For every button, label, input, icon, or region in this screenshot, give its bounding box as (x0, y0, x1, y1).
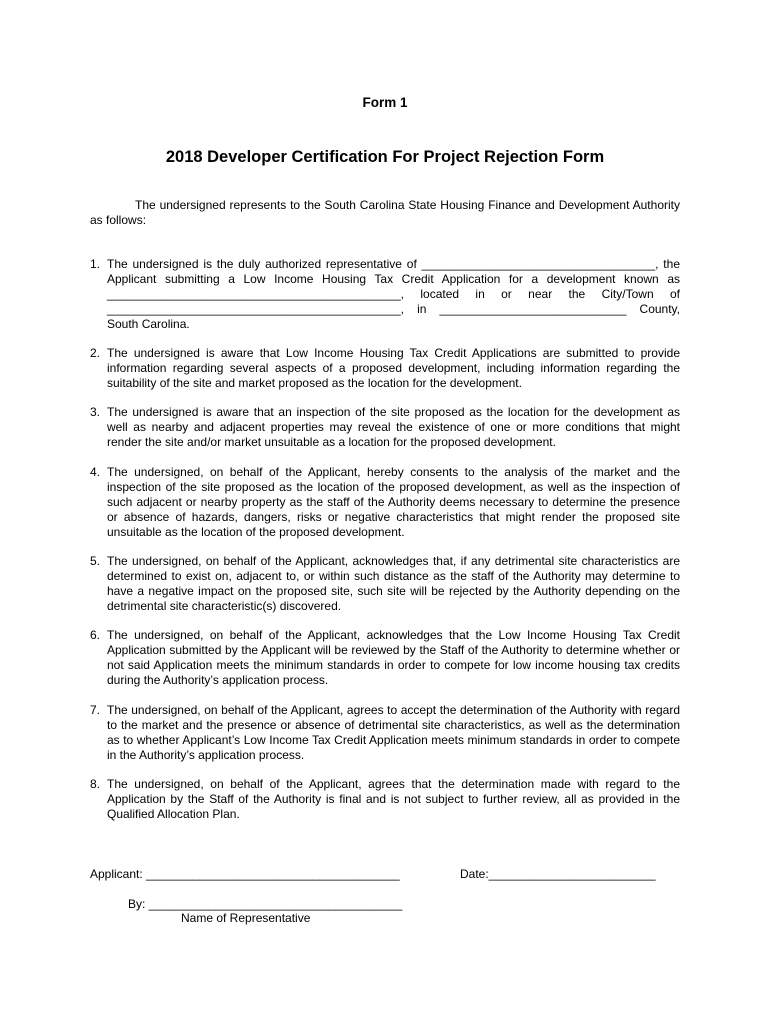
item-number: 7. (90, 703, 101, 717)
document-title: 2018 Developer Certification For Project Rejection Form (165, 148, 605, 166)
name-of-representative-caption: Name of Representative (181, 911, 311, 925)
list-item (90, 257, 680, 332)
item-text: The undersigned, on behalf of the Applicant, hereby consents to the analysis of the market and the inspection of the site proposed as the location of the proposed development, as well as the inspection of such adjacent or nearby property as the staff of the Authority deems necessary to determine the presence or absence of hazards, dangers, risks or negative characteristics that might render the proposed site unsuitable as the location of the proposed development. (107, 465, 680, 539)
item-number: 1. (90, 257, 101, 271)
item-number: 3. (90, 405, 101, 419)
item-number: 8. (90, 777, 101, 791)
item-number: 6. (90, 628, 101, 642)
list-item (90, 554, 680, 614)
item-text: The undersigned, on behalf of the Applicant, agrees to accept the determination of the Authority with regard to the market and the presence or absence of detrimental site characteristics, as well as the determination as to whether Applicant’s Low Income Tax Credit Application meets minimum standards in order to compete in the Authority’s application process. (107, 703, 680, 762)
applicant-signature-line[interactable]: Applicant: ______________________________________ (90, 867, 400, 881)
item-number: 4. (90, 465, 101, 479)
item-text: The undersigned, on behalf of the Applicant, acknowledges that the Low Income Housing Tax Credit Application submitted by the Applicant will be reviewed by the Staff of the Authority to determine whether or not said Application meets the minimum standards in order to compete for low income housing tax credits during the Authority’s application process. (107, 628, 680, 687)
item-number: 5. (90, 554, 101, 568)
list-item (90, 703, 680, 763)
list-item (90, 346, 680, 391)
item-text: The undersigned, on behalf of the Applicant, acknowledges that, if any detrimental site characteristics are determined to exist on, adjacent to, or within such distance as the staff of the Authority may determine to have a negative impact on the proposed site, such site will be rejected by the Authority depending on the detrimental site characteristic(s) discovered. (107, 554, 680, 613)
item-text: The undersigned is aware that an inspection of the site proposed as the location for the development as well as nearby and adjacent properties may reveal the existence of one or more conditions that might render the site and/or market unsuitable as a location for the proposed development. (107, 405, 680, 449)
item-text: The undersigned is the duly authorized representative of ___________________________________, the Applicant submitting a Low Income Housing Tax Credit Application for a development known as ____________________________________________, located in or near the City/Town of ____________________________________________, in ____________________________ County, South Carolina. (107, 257, 680, 331)
item-text: The undersigned, on behalf of the Applicant, agrees that the determination made with regard to the Application by the Staff of the Authority is final and is not subject to further review, all as provided in the Qualified Allocation Plan. (107, 777, 680, 821)
list-item (90, 465, 680, 540)
by-signature-line[interactable]: By: ______________________________________ (128, 897, 403, 911)
form-number: Form 1 (362, 95, 408, 110)
intro-paragraph: The undersigned represents to the South Carolina State Housing Finance and Development Authority as follows: (90, 198, 680, 227)
list-item (90, 628, 680, 688)
item-number: 2. (90, 346, 101, 360)
list-item (90, 777, 680, 822)
item-text: The undersigned is aware that Low Income Housing Tax Credit Applications are submitted to provide information regarding several aspects of a proposed development, including information regarding the suitability of the site and market proposed as the location for the development. (107, 346, 680, 390)
date-line[interactable]: Date:_________________________ (460, 867, 656, 881)
list-item (90, 405, 680, 450)
